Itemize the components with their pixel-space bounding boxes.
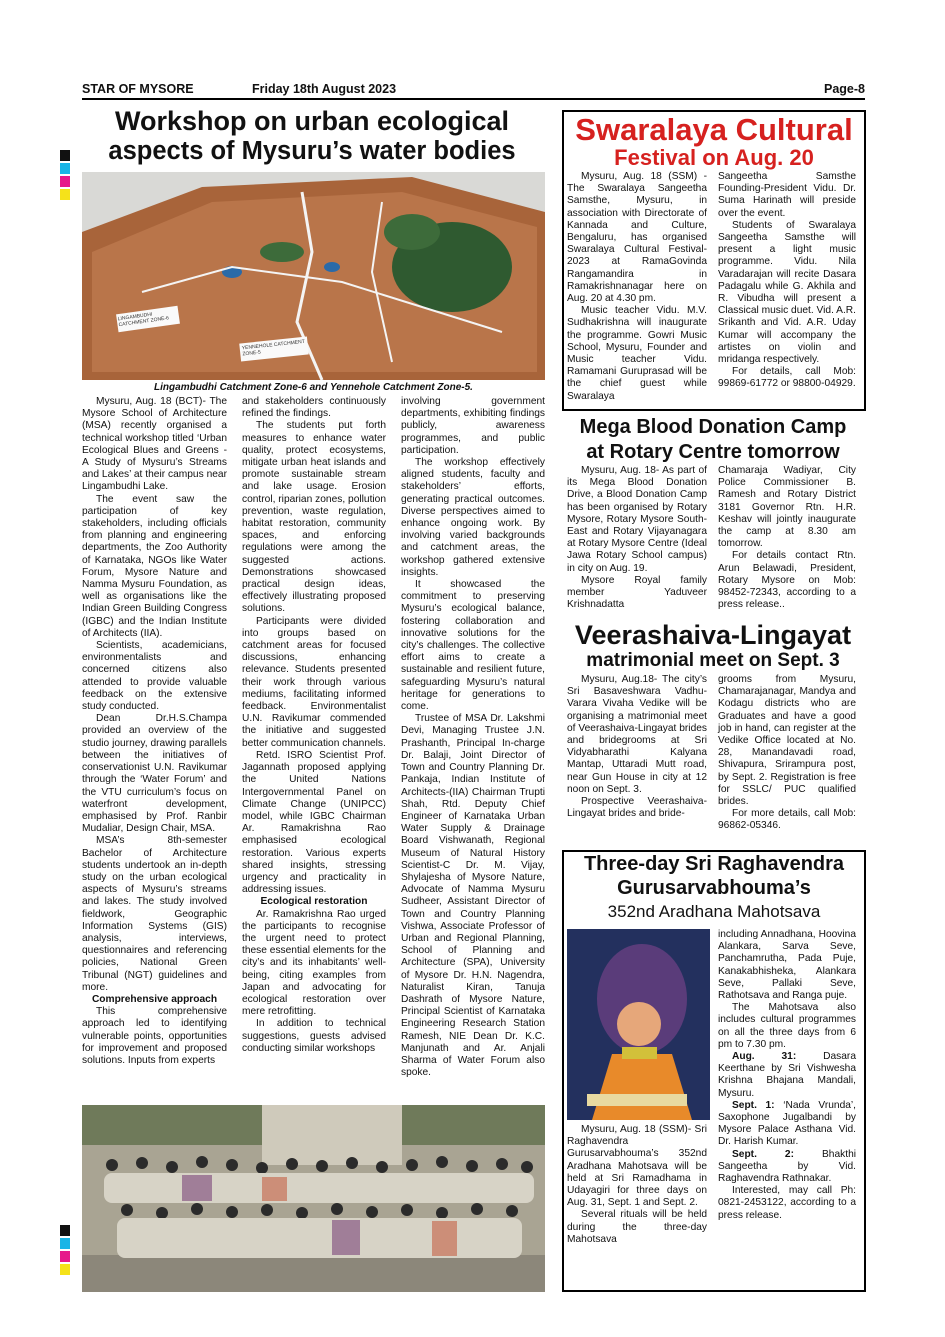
paragraph: The event saw the participation of key stakeholders, including officials from planning and engineering departments, the Zoo Authority of Karnataka, NGOs like Water Forum, Mysore Nature and Namma Mysuru Foundation, as well as organisations like the Indian Green Building Congress (IGBC) and the Indian Institute of Architects (IIA). bbox=[82, 493, 227, 639]
workshop-headline bbox=[82, 107, 542, 165]
paragraph: Several rituals will be held during the three-day Mahotsava bbox=[567, 1209, 707, 1245]
program-text: ‘Nada Vrunda’, Saxophone Jugalbandi by Mysore Palace Asthana Vid. Dr. Harish Kumar. bbox=[718, 1099, 856, 1148]
paper-name: STAR OF MYSORE bbox=[82, 82, 194, 96]
blood-camp-title-1: Mega Blood Donation Camp bbox=[579, 416, 847, 438]
blood-camp-column-1 bbox=[567, 465, 707, 611]
workshop-headline-line-1: Workshop on urban ecological bbox=[114, 106, 510, 136]
matrimonial-title-2: matrimonial meet on Sept. 3 bbox=[586, 650, 840, 671]
aradhana-title-3: 352nd Aradhana Mahotsava bbox=[607, 902, 821, 921]
program-aug-31 bbox=[718, 1051, 856, 1100]
paragraph: Prospective Veerashaiva-Lingayat brides and bride- bbox=[567, 796, 707, 820]
matrimonial-column-2 bbox=[718, 674, 856, 833]
matrimonial-title-1: Veerashaiva-Lingayat bbox=[574, 620, 852, 650]
photo-caption: Lingambudhi Catchment Zone-6 and Yennehole Catchment Zone-5. bbox=[154, 382, 473, 393]
paragraph: including Annadhana, Hoovina Alankara, Sarva Seve, Panchamrutha, Pada Puje, Kanakabhisheka, Alankara Seve, Pallaki Seve, Rathotsava and Ranga puje. bbox=[718, 929, 856, 1002]
paragraph: Ar. Ramakrishna Rao urged the participants to recognise the urgent need to protect these essential elements for the city’s and its inhabitants’ well-being, citing examples from Japan and advocating for ecological restoration over mere retrofitting. bbox=[242, 908, 386, 1018]
subheading: Ecological restoration bbox=[260, 896, 368, 908]
paragraph: In addition to technical suggestions, guests advised conducting similar workshops bbox=[242, 1018, 386, 1054]
paragraph: Mysuru, Aug. 18- As part of its Mega Blood Donation Drive, a Blood Donation Camp has been organised by Rotary Mysore, Rotary Mysore South-East and Rotary Vijayanagara at Rotary Mysore Centre (Ideal Jawa Rotary School campus) in city on Aug. 19. bbox=[567, 465, 707, 574]
issue-date: Friday 18th August 2023 bbox=[252, 82, 397, 96]
paragraph: It showcased the commitment to preserving Mysuru’s ecological balance, fostering collaboration and innovative solutions for the city’s challenges. The collective effort aims to create a sustainable and resilient future, safeguarding Mysuru’s natural heritage for generations to come. bbox=[401, 579, 545, 713]
paragraph: Trustee of MSA Dr. Lakshmi Devi, Managing Trustee J.N. Prashanth, Principal In-charge Dr. Balaji, Joint Director of Town and Country Planning Dr. Pankaja, Indian Institute of Architects-(IIA) Chairman Trupti Shah, Rtd. Deputy Chief Engineer of Karnataka Urban Water Supply & Drainage Board Vishwanath, Regional Museum of Natural History Scientist-C Dr. M. Vijay, Shylajesha of Mysore Nature, Advocate of Namma Mysuru Sudheer, Assistant Director of Town and Country Planning Vishwa, Associate Professor of Urban and Regional Planning, School of Planning and Architecture (SPA), University of Mysore Dr. H.N. Nagendra, Naturalist Kiran, Tanuja Dashrath of Mysore Nature, Principal Scientist of Karnataka Engineering Research Station Ramesh, NIE Dean Dr. K.C. Manjunath and Ar. Anjali Sharma of Water Forum also spoke. bbox=[401, 713, 545, 1079]
group-photo-illustration bbox=[82, 1105, 545, 1292]
photo-label-zone-5: YENNEHOLE CATCHMENT ZONE-5 bbox=[241, 338, 306, 358]
portrait-illustration bbox=[567, 929, 710, 1120]
paragraph: Mysuru, Aug.18- The city’s Sri Basaveshwara Vadhu-Varara Vivaha Vedike will be organising a matrimonial meet of Veerashaiva-Lingayat brides and bridegrooms at Sri Vidyabharathi Kalyana Mantap, Uttaradi Mutt road, near Gun House in city at 12 noon on Sept. 3. bbox=[567, 674, 707, 795]
paragraph: The Mahotsava also includes cultural programmes on all the three days from 6 pm to 7.30 pm. bbox=[718, 1002, 856, 1050]
terrain-model-illustration bbox=[82, 172, 545, 380]
paragraph: Dean Dr.H.S.Champa provided an overview of the studio journey, drawing parallels between the initiatives of conservationist U.N. Ravikumar through the ‘Water Forum’ and the VTU curriculum’s focus on waterfront development, emphasised by Prof. Ranbir Mudaliar, Design Chair, MSA. bbox=[82, 713, 227, 835]
paragraph: Mysuru, Aug. 18 (BCT)- The Mysore School of Architecture (MSA) recently organised a technical workshop titled ‘Urban Ecological Blues and Greens - A Study of Mysuru’s Streams and Lakes’ at their campus near Lingambudhi Lake. bbox=[82, 396, 227, 493]
swaralaya-title-1: Swaralaya Cultural bbox=[575, 112, 853, 147]
workshop-column-1 bbox=[82, 396, 227, 1067]
photo-label-zone-6: LINGAMBUDHI CATCHMENT ZONE-6 bbox=[117, 311, 170, 329]
paragraph: Mysuru, Aug. 18 (SSM)- Sri Raghavendra Gurusarvabhouma’s 352nd Aradhana Mahotsava will be held at Sri Ramadhama in Udayagiri for three days on Aug. 31, Sept. 1 and Sept. 2. bbox=[567, 1124, 707, 1209]
program-text: Bhakthi Sangeetha by Vid. Raghavendra Rathnakar. bbox=[718, 1148, 856, 1185]
paragraph: For details, call Mob: 99869-61772 or 98800-04929. bbox=[718, 366, 856, 390]
aradhana-title-2: Gurusarvabhouma’s bbox=[617, 877, 811, 899]
paragraph: For details contact Rtn. Arun Belawadi, President, Rotary Mysore on Mob: 98452-72343, according to a press release.. bbox=[718, 550, 856, 611]
swaralaya-title-2: Festival on Aug. 20 bbox=[614, 145, 814, 170]
paragraph: Interested, may call Ph: 0821-2453122, according to a press release. bbox=[718, 1185, 856, 1221]
program-text: Dasara Keerthane by Sri Vishwesha Krishna Bhajana Mandali, Mysuru. bbox=[718, 1051, 856, 1099]
paragraph: Students of Swaralaya Sangeetha Samsthe will present a light music programme. Vidu. Nila Varadarajan will recite Dasara Padagalu while G. Akhila and R. Vibudha will present a Classical music duet. Vid. A.R. Srikanth and Vid. A.R. Uday Kumar will accompany the artistes on violin and mridanga respectively. bbox=[718, 219, 856, 366]
swaralaya-column-1 bbox=[567, 171, 707, 403]
group-photo bbox=[82, 1105, 545, 1292]
program-sept-2 bbox=[718, 1149, 856, 1186]
raghavendra-portrait bbox=[567, 929, 710, 1120]
paragraph: Scientists, academicians, environmentalists and concerned citizens also attended to provide valuable feedback on the extensive study conducted. bbox=[82, 640, 227, 713]
paragraph: involving government departments, exhibiting findings publicly, awareness programmes, and public participation. bbox=[401, 396, 545, 456]
swaralaya-column-2 bbox=[718, 171, 856, 391]
date-label: Sept. 1: bbox=[732, 1099, 775, 1111]
paragraph: MSA’s 8th-semester Bachelor of Architecture students undertook an in-depth study on the urban ecological aspects of Mysuru’s streams and lakes. The study involved fieldwork, Geographic Information Systems (GIS) analysis, interviews, questionnaires and referencing policies, National Green Tribunal (NGT) guidelines and more. bbox=[82, 835, 227, 993]
matrimonial-column-1 bbox=[567, 674, 707, 820]
date-label: Sept. 2: bbox=[732, 1148, 794, 1160]
paragraph: This comprehensive approach led to identifying vulnerable points, opportunities for improvement and proposed solutions. Inputs from experts bbox=[82, 1006, 227, 1066]
program-sept-1 bbox=[718, 1100, 856, 1149]
workshop-column-3 bbox=[401, 396, 545, 1079]
aradhana-title-1: Three-day Sri Raghavendra bbox=[583, 853, 845, 875]
blood-camp-title-2: at Rotary Centre tomorrow bbox=[586, 441, 840, 463]
paragraph: Mysore Royal family member Yaduveer Krishnadatta bbox=[567, 574, 707, 611]
blood-camp-column-2 bbox=[718, 465, 856, 611]
date-label: Aug. 31: bbox=[732, 1051, 797, 1063]
paragraph: The workshop effectively aligned students, faculty and stakeholders’ efforts, generating practical outcomes. Diverse perspectives aimed to enhance ongoing work. By involving varied backgrounds and catchment areas, the workshop gathered extensive insights. bbox=[401, 457, 545, 578]
paragraph: Sangeetha Samsthe Founding-President Vidu. Dr. Suma Harinath will preside over the event. bbox=[718, 171, 856, 219]
workshop-headline-line-2: aspects of Mysuru’s water bodies bbox=[108, 137, 516, 166]
paragraph: grooms from Mysuru, Chamarajanagar, Mandya and Kodagu districts who are Graduates and have a good job in hand, can register at the Vedike Office located at No. 28, Manandavadi road, Shivapura, Srirampura post, by Sept. 2. Registration is free for SSLC/ PUC qualified brides. bbox=[718, 674, 856, 808]
paragraph: Participants were divided into groups based on catchment areas for focused discussions, enhancing relevance. Students presented their work through various mediums, facilitating informed feedback. Environmentalist U.N. Ravikumar commended the initiative and suggested better communication channels. bbox=[242, 615, 386, 749]
paragraph: For more details, call Mob: 96862-05346. bbox=[718, 808, 856, 832]
paragraph: Mysuru, Aug. 18 (SSM) - The Swaralaya Sangeetha Samsthe, Mysuru, in association with Directorate of Kannada and Culture, Bengaluru, has organised Swaralaya Cultural Festival-2023 at RamaGovinda Rangamandira in Ramakrishnanagar here on Aug. 20 at 4.30 pm. bbox=[567, 171, 707, 305]
page-number: Page-8 bbox=[824, 82, 865, 96]
workshop-column-2 bbox=[242, 396, 386, 1055]
paragraph: and stakeholders continuously refined the findings. bbox=[242, 396, 386, 420]
paragraph: Retd. ISRO Scientist Prof. Jagannath proposed applying the United Nations Intergovernmental Panel on Climate Change (UNIPCC) model, while IGBC Chairman Ar. Ramakrishna Rao emphasised ecological restoration. Various experts shared insights, stressing urgency and practicality in addressing issues. bbox=[242, 749, 386, 896]
aradhana-column-1 bbox=[567, 1124, 707, 1246]
paragraph: The students put forth measures to enhance water quality, protect ecosystems, mitigate urban heat islands and promote sustainable stream and lake usage. Erosion control, riparian zones, pollution prevention, waste regulation, habitat restoration, community spaces, and enforcing regulations were among the suggested actions. Demonstrations showcased practical design ideas, effectively illustrating proposed solutions. bbox=[242, 420, 386, 615]
aradhana-column-2 bbox=[718, 929, 856, 1222]
paragraph: Music teacher Vidu. M.V. Sudhakrishna will inaugurate the programme. Gowri Music School, Mysuru, Founder and Music teacher Vidu. Ramamani Guruprasad will be the chief guest while Swaralaya bbox=[567, 305, 707, 402]
registration-marks-top bbox=[60, 150, 70, 202]
subheading: Comprehensive approach bbox=[91, 993, 218, 1005]
masthead bbox=[82, 80, 865, 100]
paragraph: Chamaraja Wadiyar, City Police Commissioner B. Ramesh and Rotary District 3181 Governor Rtn. H.R. Keshav will jointly inaugurate the camp at 8.30 am tomorrow. bbox=[718, 465, 856, 550]
registration-marks-bottom bbox=[60, 1225, 70, 1277]
catchment-model-photo bbox=[82, 172, 545, 380]
